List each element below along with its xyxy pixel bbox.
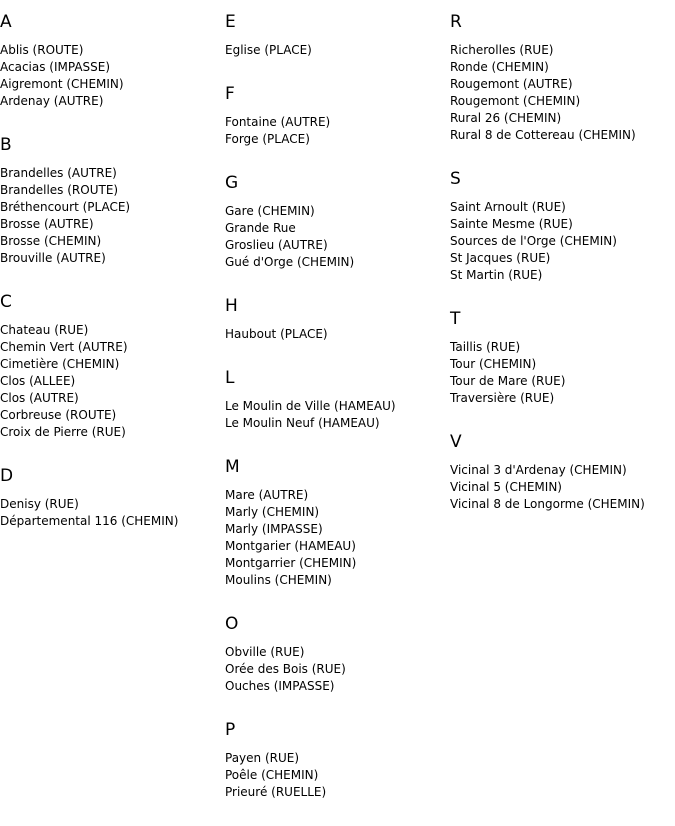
letter-group (225, 457, 450, 589)
street-list (225, 644, 450, 695)
letter-heading: P (225, 720, 236, 740)
street-item: Rougemont (CHEMIN) (450, 94, 581, 108)
street-list (225, 750, 450, 801)
letter-heading: G (225, 173, 239, 193)
street-item: Brandelles (AUTRE) (0, 166, 117, 180)
street-item: Moulins (CHEMIN) (225, 573, 332, 587)
street-list (450, 339, 675, 407)
letter-heading: D (0, 466, 14, 486)
letter-heading: L (225, 368, 235, 388)
street-item: Acacias (IMPASSE) (0, 60, 111, 74)
street-item: Rougemont (AUTRE) (450, 77, 573, 91)
letter-group (225, 296, 450, 343)
letter-group (0, 135, 225, 267)
street-item: Traversière (RUE) (450, 391, 555, 405)
street-item: Gare (CHEMIN) (225, 204, 315, 218)
letter-heading: S (450, 169, 461, 189)
letter-group (225, 614, 450, 695)
street-item: Aigremont (CHEMIN) (0, 77, 124, 91)
street-item: Le Moulin de Ville (HAMEAU) (225, 399, 396, 413)
street-item: Chateau (RUE) (0, 323, 89, 337)
street-list (450, 199, 675, 284)
letter-heading: O (225, 614, 239, 634)
street-item: Prieuré (RUELLE) (225, 785, 327, 799)
street-item: Saint Arnoult (RUE) (450, 200, 566, 214)
street-list (225, 398, 450, 432)
letter-heading: A (0, 12, 12, 32)
street-item: Rural 8 de Cottereau (CHEMIN) (450, 128, 636, 142)
street-item: Obville (RUE) (225, 645, 305, 659)
street-item: Payen (RUE) (225, 751, 300, 765)
letter-group (225, 12, 450, 59)
street-item: Chemin Vert (AUTRE) (0, 340, 128, 354)
letter-group (450, 432, 675, 513)
street-item: Départemental 116 (CHEMIN) (0, 514, 179, 528)
street-item: Orée des Bois (RUE) (225, 662, 346, 676)
letter-group (225, 368, 450, 432)
index-column-2 (225, 12, 450, 826)
street-item: Eglise (PLACE) (225, 43, 312, 57)
index-column-3 (450, 12, 675, 538)
street-item: Denisy (RUE) (0, 497, 79, 511)
index-column-1 (0, 12, 225, 555)
street-item: Grande Rue (225, 221, 296, 235)
letter-group (450, 309, 675, 407)
letter-heading: V (450, 432, 462, 452)
street-item: St Martin (RUE) (450, 268, 543, 282)
street-item: Brouville (AUTRE) (0, 251, 106, 265)
letter-heading: T (450, 309, 461, 329)
street-item: Vicinal 3 d'Ardenay (CHEMIN) (450, 463, 627, 477)
street-item: Richerolles (RUE) (450, 43, 554, 57)
street-list (225, 487, 450, 589)
street-item: Haubout (PLACE) (225, 327, 328, 341)
street-item: Mare (AUTRE) (225, 488, 309, 502)
street-item: Vicinal 5 (CHEMIN) (450, 480, 562, 494)
street-item: Brandelles (ROUTE) (0, 183, 119, 197)
street-item: Groslieu (AUTRE) (225, 238, 328, 252)
street-item: Ronde (CHEMIN) (450, 60, 549, 74)
street-item: Tour (CHEMIN) (450, 357, 537, 371)
street-item: Poêle (CHEMIN) (225, 768, 319, 782)
street-item: Corbreuse (ROUTE) (0, 408, 117, 422)
street-list (0, 42, 225, 110)
street-list (0, 322, 225, 441)
street-list (225, 42, 450, 59)
street-item: Marly (IMPASSE) (225, 522, 323, 536)
letter-heading: M (225, 457, 240, 477)
street-list (225, 114, 450, 148)
street-item: Croix de Pierre (RUE) (0, 425, 126, 439)
letter-group (0, 292, 225, 441)
street-list (450, 462, 675, 513)
letter-group (225, 84, 450, 148)
street-item: Taillis (RUE) (450, 340, 521, 354)
street-item: Cimetière (CHEMIN) (0, 357, 120, 371)
letter-heading: H (225, 296, 238, 316)
street-item: Gué d'Orge (CHEMIN) (225, 255, 355, 269)
letter-heading: R (450, 12, 462, 32)
street-item: Le Moulin Neuf (HAMEAU) (225, 416, 380, 430)
street-item: Vicinal 8 de Longorme (CHEMIN) (450, 497, 645, 511)
street-item: Clos (AUTRE) (0, 391, 79, 405)
letter-group (0, 466, 225, 530)
street-item: Tour de Mare (RUE) (450, 374, 566, 388)
street-item: Sainte Mesme (RUE) (450, 217, 573, 231)
street-item: Rural 26 (CHEMIN) (450, 111, 562, 125)
letter-group (225, 173, 450, 271)
street-item: Bréthencourt (PLACE) (0, 200, 131, 214)
letter-heading: C (0, 292, 12, 312)
street-list (0, 496, 225, 530)
street-item: Brosse (AUTRE) (0, 217, 94, 231)
street-item: Ouches (IMPASSE) (225, 679, 335, 693)
street-list (0, 165, 225, 267)
street-list (225, 326, 450, 343)
letter-heading: E (225, 12, 236, 32)
street-item: Clos (ALLEE) (0, 374, 76, 388)
street-item: Brosse (CHEMIN) (0, 234, 102, 248)
street-item: Marly (CHEMIN) (225, 505, 320, 519)
street-item: Montgarier (HAMEAU) (225, 539, 356, 553)
street-item: Sources de l'Orge (CHEMIN) (450, 234, 617, 248)
street-item: Ablis (ROUTE) (0, 43, 84, 57)
letter-heading: B (0, 135, 12, 155)
street-list (225, 203, 450, 271)
letter-group (450, 12, 675, 144)
letter-heading: F (225, 84, 235, 104)
street-item: St Jacques (RUE) (450, 251, 551, 265)
street-item: Fontaine (AUTRE) (225, 115, 331, 129)
letter-group (0, 12, 225, 110)
street-item: Forge (PLACE) (225, 132, 310, 146)
street-item: Ardenay (AUTRE) (0, 94, 104, 108)
letter-group (450, 169, 675, 284)
street-item: Montgarrier (CHEMIN) (225, 556, 357, 570)
street-list (450, 42, 675, 144)
letter-group (225, 720, 450, 801)
